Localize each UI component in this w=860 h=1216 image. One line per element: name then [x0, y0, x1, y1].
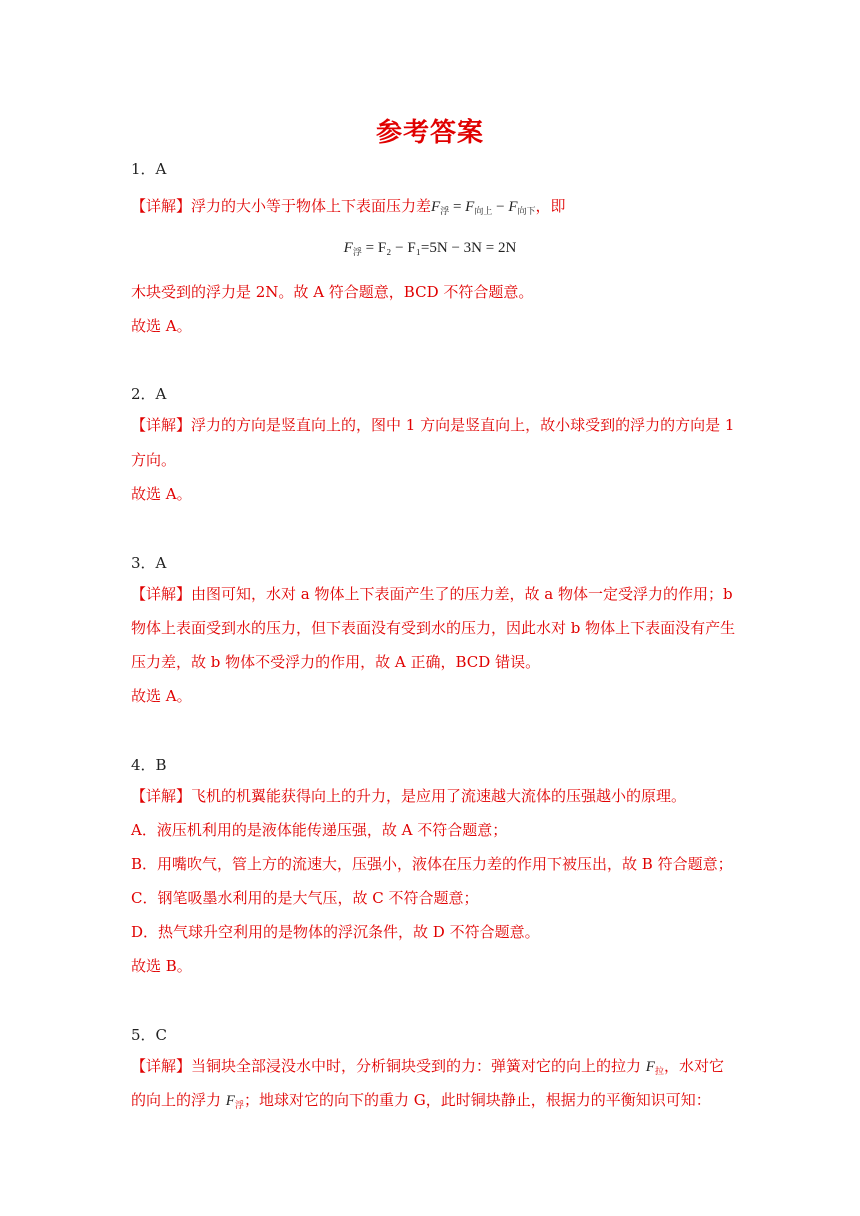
q5-explanation-line2: 的向上的浮力 $F_浮$；地球对它的向下的重力 G，此时铜块静止，根据力的平衡知识可知：: [131, 1091, 711, 1111]
q2-explanation-line1: 【详解】浮力的方向是竖直向上的，图中 1 方向是竖直向上，故小球受到的浮力的方向是 1: [131, 416, 735, 434]
q5-explanation-line1: 【详解】当铜块全部浸没水中时，分析铜块受到的力：弹簧对它的向上的拉力 $F_拉$，水对它: [131, 1057, 724, 1077]
q2-answer: 故选 A。: [131, 485, 192, 503]
q3-answer: 故选 A。: [131, 687, 192, 705]
q3-explanation-line1: 【详解】由图可知，水对 a 物体上下表面产生了的压力差，故 a 物体一定受浮力的作用；b: [131, 585, 733, 603]
q1-inline-formula: $F_浮 = F_{向上} - F_{向下}$: [431, 199, 536, 216]
q3-explanation-line2: 物体上表面受到水的压力，但下表面没有受到水的压力，因此水对 b 物体上下表面没有产生: [131, 619, 736, 637]
q5-number: 5．C: [131, 1026, 168, 1044]
q1-explanation-text: 【详解】浮力的大小等于物体上下表面压力差: [131, 197, 432, 215]
q4-option-c: C．钢笔吸墨水利用的是大气压，故 C 不符合题意；: [131, 889, 479, 907]
q2-explanation-line2: 方向。: [131, 451, 177, 469]
q3-explanation-line3: 压力差，故 b 物体不受浮力的作用，故 A 正确，BCD 错误。: [131, 653, 541, 671]
q1-conclusion: 木块受到的浮力是 2N。故 A 符合题意，BCD 不符合题意。: [131, 283, 534, 301]
q3-number: 3．A: [131, 554, 167, 572]
q4-answer: 故选 B。: [131, 957, 192, 975]
q1-equation: $F_浮 = F_2 - F_1=5N - 3N = 2N$: [343, 240, 517, 257]
q4-option-d: D．热气球升空利用的是物体的浮沉条件，故 D 不符合题意。: [131, 923, 540, 941]
q1-explanation-line1: 【详解】浮力的大小等于物体上下表面压力差$F_浮 = F_{向上} - F_{向下}$，即: [131, 197, 566, 216]
q1-answer: 故选 A。: [131, 317, 192, 335]
page-title: 参考答案: [375, 118, 484, 148]
q2-number: 2．A: [131, 385, 167, 403]
q4-number: 4．B: [131, 756, 167, 774]
q4-explanation-line1: 【详解】飞机的机翼能获得向上的升力，是应用了流速越大流体的压强越小的原理。: [131, 787, 687, 805]
q4-option-b: B．用嘴吹气，管上方的流速大，压强小，液体在压力差的作用下被压出，故 B 符合题意；: [131, 855, 733, 873]
q1-number: 1．A: [131, 160, 167, 178]
q4-option-a: A．液压机利用的是液体能传递压强，故 A 不符合题意；: [131, 821, 508, 839]
